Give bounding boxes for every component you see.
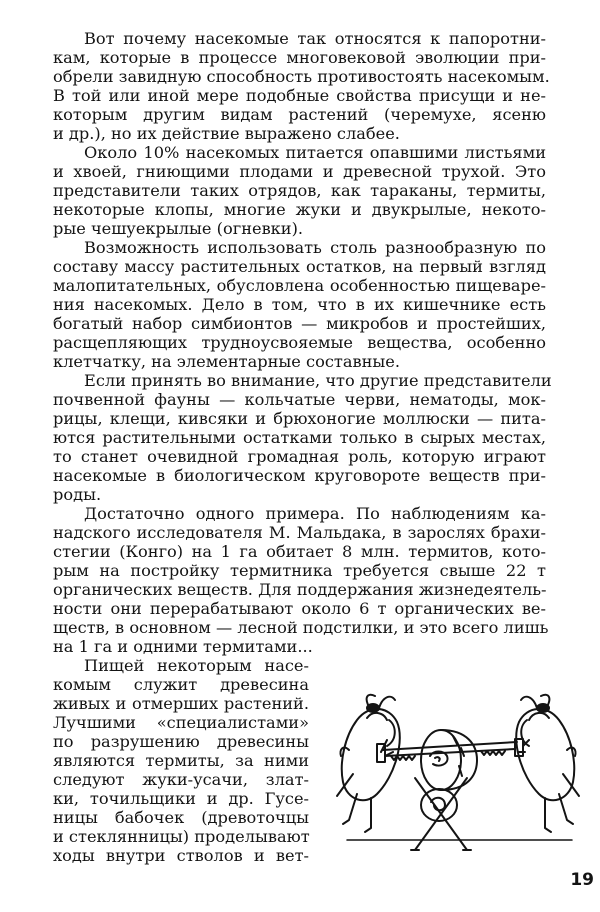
text-line: составу массу растительных остатков, на первый взгляд: [53, 257, 546, 276]
text-line: живых и отмерших растений.: [53, 694, 309, 713]
text-line: Пищей некоторым насе-: [84, 656, 309, 675]
text-line: представители таких отрядов, как тараканы, термиты,: [53, 181, 546, 200]
text-line: Вот почему насекомые так относятся к папоротни-: [84, 29, 546, 48]
text-line: Достаточно одного примера. По наблюдениям ка-: [84, 504, 546, 523]
text-line: малопитательных, обусловлена особенностью пищеваре-: [53, 276, 546, 295]
beetles-sawing-log-illustration: [327, 690, 592, 862]
text-line: кам, которые в процессе многовековой эволюции при-: [53, 48, 546, 67]
text-line: являются термиты, за ними: [53, 751, 309, 770]
text-line: и др.), но их действие выражено слабее.: [53, 124, 400, 143]
text-line: ности они перерабатывают около 6 т органических ве-: [53, 599, 546, 618]
text-line: ществ, в основном — лесной подстилки, и это всего лишь: [53, 618, 549, 637]
text-line: насекомые в биологическом круговороте веществ при-: [53, 466, 546, 485]
text-line: Около 10% насекомых питается опавшими листьями: [84, 143, 546, 162]
text-line: рицы, клещи, кивсяки и брюхоногие моллюски — пита-: [53, 409, 546, 428]
text-line: то станет очевидной громадная роль, которую играют: [53, 447, 546, 466]
text-line: стегии (Конго) на 1 га обитает 8 млн. термитов, кото-: [53, 542, 546, 561]
text-line: следуют жуки-усачи, злат-: [53, 770, 309, 789]
text-line: Лучшими «специалистами»: [53, 713, 309, 732]
text-line: ки, точильщики и др. Гусе-: [53, 789, 309, 808]
text-line: богатый набор симбионтов — микробов и простейших,: [53, 314, 546, 333]
page-number: 19: [570, 870, 594, 890]
text-line: комым служит древесина: [53, 675, 309, 694]
text-line: обрели завидную способность противостоять насекомым.: [53, 67, 550, 86]
text-line: роды.: [53, 485, 102, 504]
text-line: органических веществ. Для поддержания жизнедеятель-: [53, 580, 547, 599]
text-line: ницы бабочек (древоточцы: [53, 808, 309, 827]
text-line: Если принять во внимание, что другие представители: [84, 371, 552, 390]
text-line: которым другим видам растений (черемухе, ясеню: [53, 105, 546, 124]
text-line: рым на постройку термитника требуется свыше 22 т: [53, 561, 546, 580]
text-line: надского исследователя М. Мальдака, в зарослях брахи-: [53, 523, 546, 542]
text-line: и хвоей, гниющими плодами и древесной трухой. Это: [53, 162, 546, 181]
text-line: расщепляющих трудноусвояемые вещества, особенно: [53, 333, 546, 352]
text-line: почвенной фауны — кольчатые черви, нематоды, мок-: [53, 390, 546, 409]
text-line: и стеклянницы) проделывают: [53, 827, 310, 846]
text-line: рые чешуекрылые (огневки).: [53, 219, 304, 238]
text-line: В той или иной мере подобные свойства присущи и не-: [53, 86, 546, 105]
text-line: клетчатку, на элементарные составные.: [53, 352, 401, 371]
text-line: на 1 га и одними термитами...: [53, 637, 313, 656]
text-line: ходы внутри стволов и вет-: [53, 846, 309, 865]
text-line: ются растительными остатками только в сырых местах,: [53, 428, 546, 447]
text-line: ния насекомых. Дело в том, что в их кишечнике есть: [53, 295, 546, 314]
text-line: Возможность использовать столь разнообразную по: [84, 238, 546, 257]
text-line: по разрушению древесины: [53, 732, 309, 751]
text-line: некоторые клопы, многие жуки и двукрылые, некото-: [53, 200, 546, 219]
